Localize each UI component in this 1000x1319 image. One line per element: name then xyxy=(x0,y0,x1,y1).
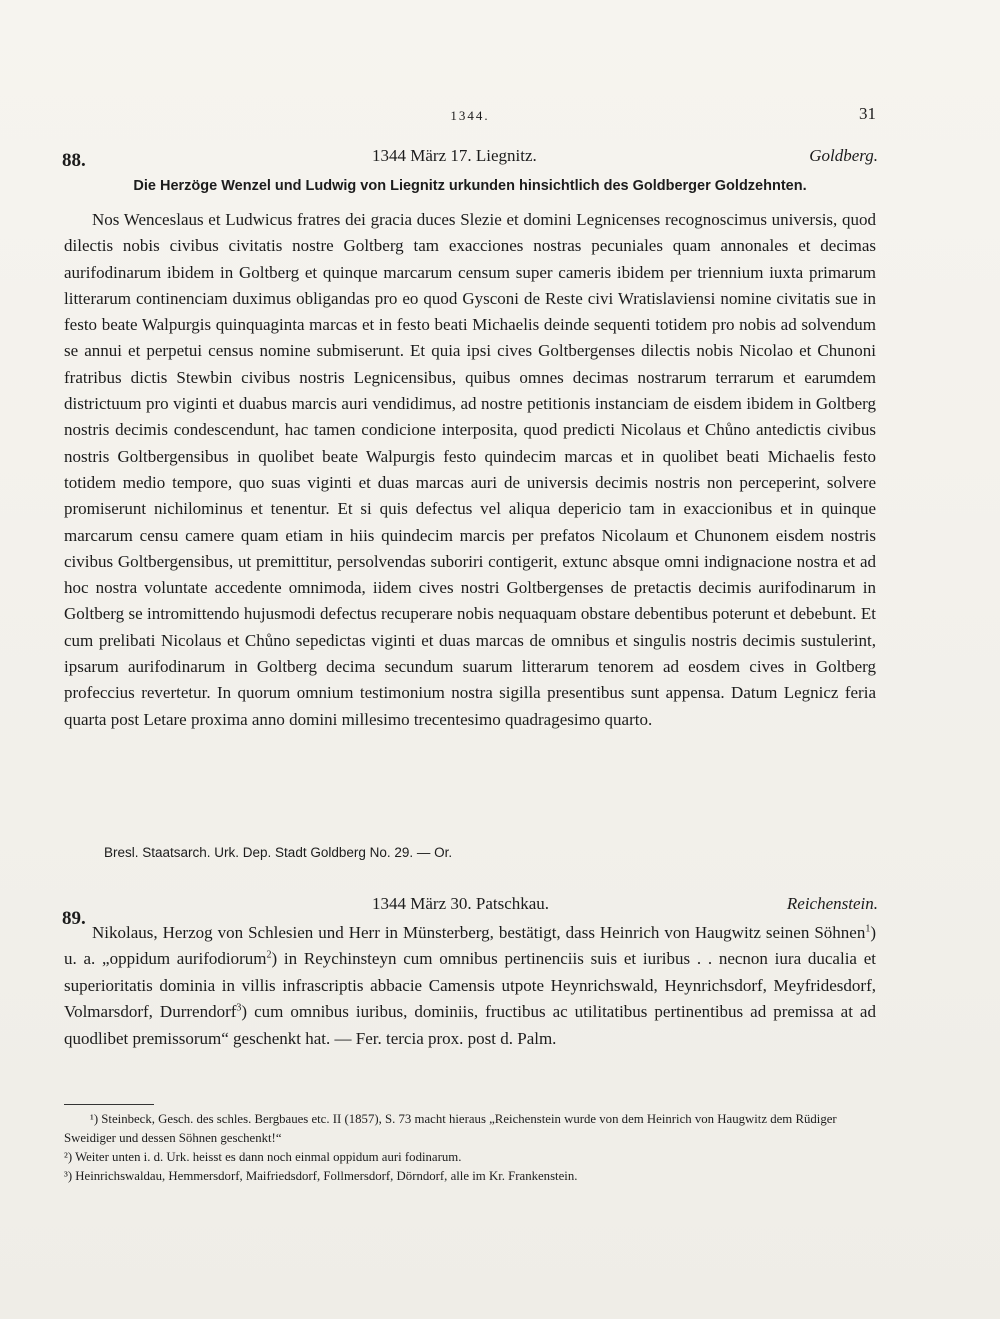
entry-number: 89. xyxy=(62,908,86,929)
entry-summary-title: Die Herzöge Wenzel und Ludwig von Liegnitz urkunden hinsichtlich des Goldberger Goldzehnten. xyxy=(133,178,807,194)
regest-part: ) u. a. „oppidum aurifodiorum xyxy=(64,923,876,969)
footnote: ³) Heinrichswaldau, Hemmersdorf, Maifriedsdorf, Follmersdorf, Dörndorf, alle im Kr. Frankenstein. xyxy=(64,1169,578,1183)
archive-source: Bresl. Staatsarch. Urk. Dep. Stadt Goldberg No. 29. — Or. xyxy=(104,845,453,860)
footnotes xyxy=(64,1110,879,1186)
footnote-marker: 3 xyxy=(236,1002,242,1014)
footnote: ²) Weiter unten i. d. Urk. heisst es dann noch einmal oppidum auri fodinarum. xyxy=(64,1150,462,1164)
entry-88-heading xyxy=(62,146,878,172)
entry-date-place: 1344 März 17. Liegnitz. xyxy=(372,146,537,165)
charter-text: Nos Wenceslaus et Ludwicus fratres dei gracia duces Slezie et domini Legnicenses recognoscimus universis, quod dilectis nobis civibus civitatis nostre Goltberg tam exacciones nostras pecuniales quam annonales et decimas aurifodinarum ibidem in Goltberg et quinque marcarum censum super cameris ibidem per triennium iuxta primarum litterarum continenciam duximus obligandas pro eo quod Gysconi de Reste civi Wratislaviensi nomine civitatis sue in festo beate Walpurgis quinquaginta marcas et in festo beati Michaelis deinde sequenti totidem pro nobis ad solvendum se annui et perpetui census nomine submiserunt. Et quia ipsi cives Goltbergenses dilectis nobis Nicolao et Chunoni fratribus dictis Stewbin civibus nostris Legnicensibus, quibus omnes decimas nostrarum terrarum et earumdem districtuum pro viginti et duabus marcis auri vendidimus, ad nostre petitionis instanciam de eisdem ibidem in Goltberg nostris decimis condescendunt, hac tamen condicione interposita, quod predicti Nicolaus et Chůno antedictis civibus nostris Goltbergensibus in quolibet beate Walpurgis festo quindecim marcas et in quolibet beati Michaelis festo totidem medio tempore, quo suas viginti et duas marcas auri de universis decimis nostris non perceperint, solvere promiserunt nichilominus et tenentur. Et si quis defectus vel aliqua depericio tam in exaccionibus et in quinque marcarum censu camere quam etiam in hiis quindecim marcis per prefatos Nicolaum et Chunonem eisdem nostris civibus Goltbergensibus, ut premittitur, persolvendas suboriri contigerit, extunc absque omni indignacione nostra et ad hoc nostra voluntate accedente omnimoda, iidem cives nostri Goltbergenses de pretactis decimis aurifodinarum in Goltberg se intromittendo hujusmodi defectus recuperare nobis nequaquam obstare debentibus poterunt et debebunt. Et cum prelibati Nicolaus et Chůno sepedictas viginti et duas marcas de omnibus et singulis nostris decimis sustulerint, ipsarum aurifodinarum in Goltberg decima secundum suarum litterarum tenorem ad eosdem cives in Goltberg profeccius revertetur. In quorum omnium testimonium nostra sigilla presentibus sunt appensa. Datum Legnicz feria quarta post Letare proxima anno domini millesimo trecentesimo quadragesimo quarto. xyxy=(64,210,876,729)
entry-location: Reichenstein. xyxy=(786,894,878,913)
entry-number: 88. xyxy=(62,150,86,171)
footnote-marker: 2 xyxy=(266,949,272,961)
regest-part: ) cum omnibus iuribus, dominiis, fructibus ac utilitatibus pertinentibus ad premissa at ad quodlibet premissorum“ geschenkt hat. — Fer. tercia prox. post d. Palm. xyxy=(64,1002,876,1048)
regest-part: ) in Reychinsteyn cum omnibus pertinenciis suis et iuribus . . necnon iura ducalia et superioritatis dominia in villis infrascriptis abbacie Camensis utpote Heynrichswald, Heynrichsdorf, Meyfridesdorf, Volmarsdorf, Durrendorf xyxy=(64,949,876,1022)
page-number: 31 xyxy=(859,104,876,123)
entry-date-place: 1344 März 30. Patschkau. xyxy=(372,894,550,913)
entry-location: Goldberg. xyxy=(809,146,878,165)
footnote: ¹) Steinbeck, Gesch. des schles. Bergbaues etc. II (1857), S. 73 macht hieraus „Reichenstein wurde von dem Heinrich von Haugwitz dem Rüdiger Sweidiger und dessen Söhnen geschenkt!“ xyxy=(64,1112,837,1145)
footnote-divider xyxy=(64,1104,154,1105)
footnote-marker: 1 xyxy=(865,923,871,935)
regest-part: Nikolaus, Herzog von Schlesien und Herr in Münsterberg, bestätigt, dass Heinrich von Haugwitz seinen Söhnen xyxy=(92,923,866,942)
regest-text xyxy=(64,920,876,1052)
entry-89-heading xyxy=(62,894,878,929)
running-head: 1344. xyxy=(450,108,490,123)
